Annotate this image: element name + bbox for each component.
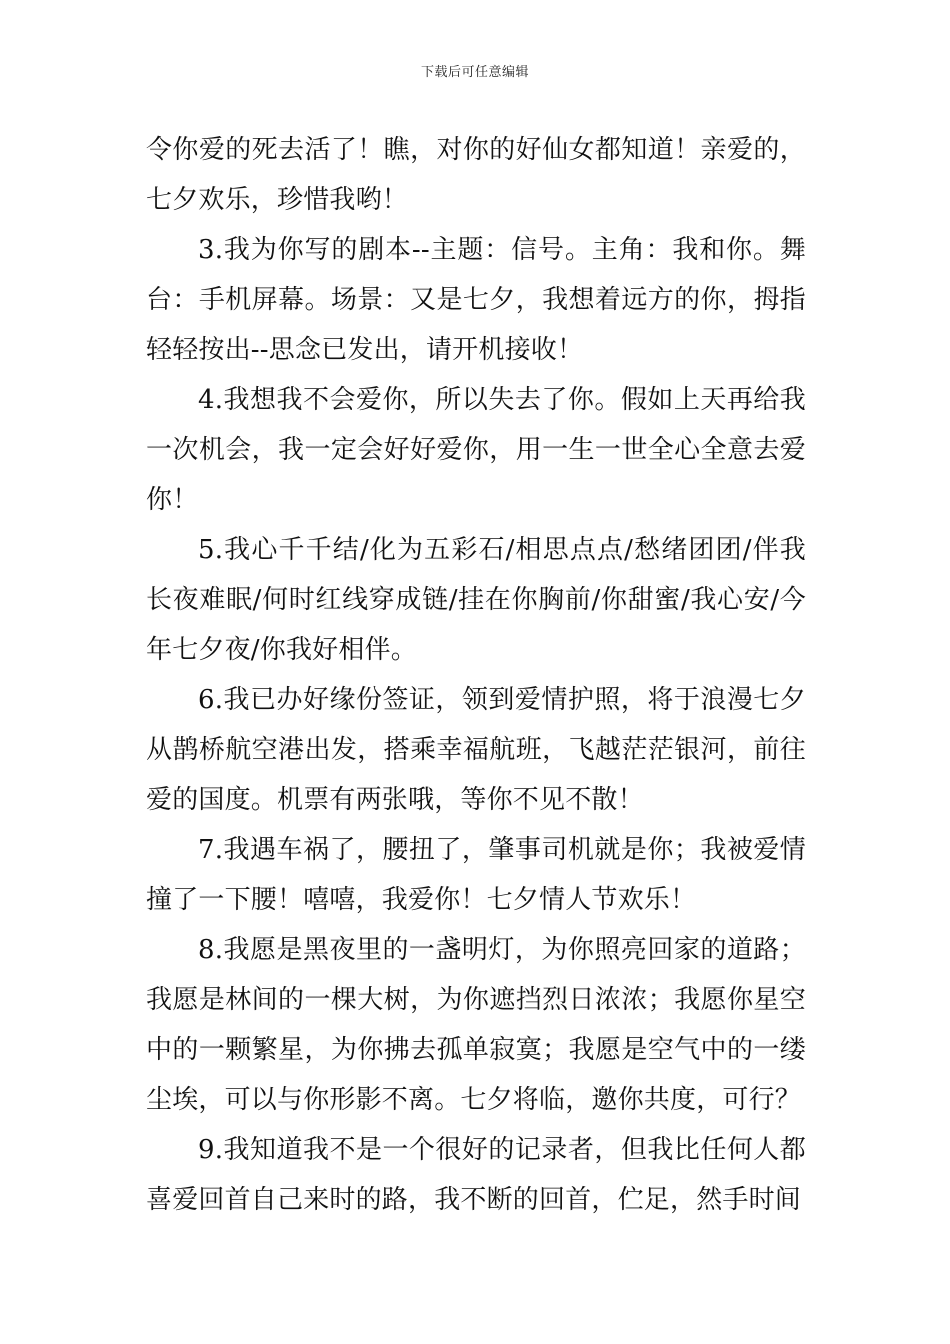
paragraph: 3.我为你写的剧本--主题：信号。主角：我和你。舞台：手机屏幕。场景：又是七夕，我想着远方的你，拇指轻轻按出--思念已发出，请开机接收！	[146, 235, 806, 365]
paragraph: 8.我愿是黑夜里的一盏明灯，为你照亮回家的道路；我愿是林间的一棵大树，为你遮挡烈日浓浓；我愿你星空中的一颗繁星，为你拂去孤单寂寞；我愿是空气中的一缕尘埃，可以与你形影不离。七夕将临，邀你共度，可行？	[146, 935, 806, 1115]
paragraph: 4.我想我不会爱你，所以失去了你。假如上天再给我一次机会，我一定会好好爱你，用一生一世全心全意去爱你！	[146, 385, 806, 515]
paragraph: 5.我心千千结/化为五彩石/相思点点/愁绪团团/伴我长夜难眠/何时红线穿成链/挂在你胸前/你甜蜜/我心安/今年七夕夜/你我好相伴。	[146, 535, 806, 665]
page-header: 下载后可任意编辑	[420, 65, 529, 80]
paragraph: 令你爱的死去活了！瞧，对你的好仙女都知道！亲爱的，七夕欢乐，珍惜我哟！	[146, 135, 806, 215]
paragraph: 6.我已办好缘份签证，领到爱情护照，将于浪漫七夕从鹊桥航空港出发，搭乘幸福航班，飞越茫茫银河，前往爱的国度。机票有两张哦，等你不见不散！	[146, 685, 806, 815]
paragraph: 7.我遇车祸了，腰扭了，肇事司机就是你；我被爱情撞了一下腰！嘻嘻，我爱你！七夕情人节欢乐！	[146, 835, 806, 915]
paragraph: 9.我知道我不是一个很好的记录者，但我比任何人都喜爱回首自己来时的路，我不断的回首，伫足，然手时间	[146, 1135, 806, 1215]
document-body	[146, 125, 806, 1225]
